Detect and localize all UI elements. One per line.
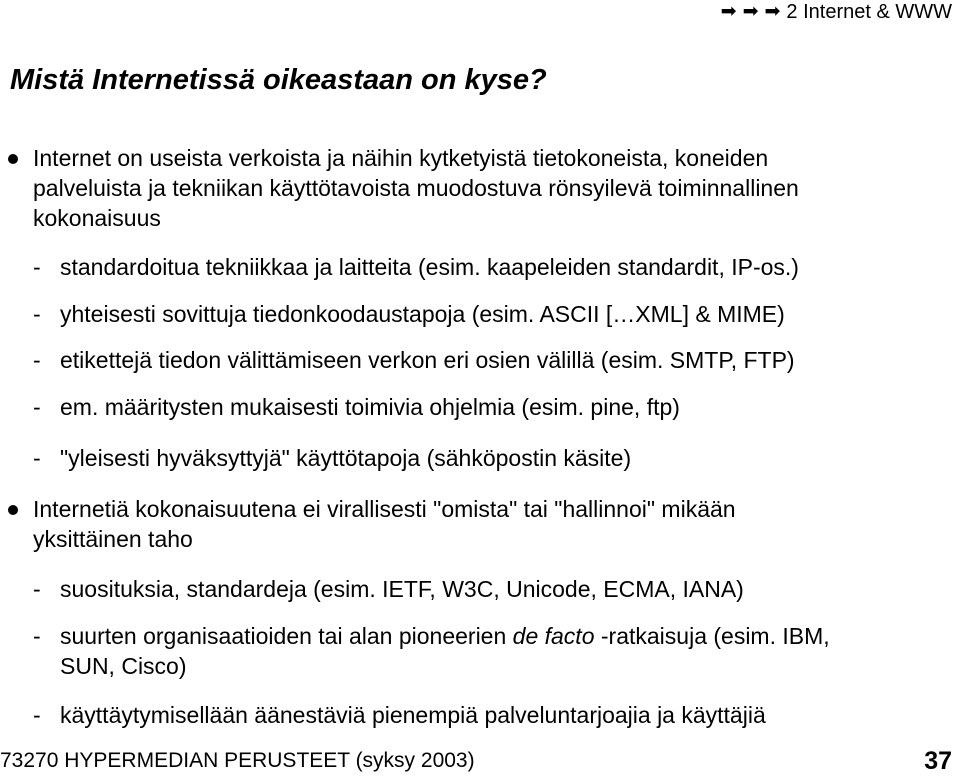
- right-arrow-icon: ➡: [720, 1, 737, 22]
- sub-item: standardoitua tekniikkaa ja laitteita (esim. kaapeleiden standardit, IP-os.): [60, 254, 799, 280]
- section-header: [721, 0, 952, 24]
- dash-marker: -: [33, 301, 41, 327]
- right-arrow-icon: ➡: [742, 1, 759, 22]
- bullet-icon: [8, 154, 18, 164]
- sub-item: etikettejä tiedon välittämiseen verkon eri osien välillä (esim. SMTP, FTP): [60, 347, 795, 373]
- bullet-1-line-2: palveluista ja tekniikan käyttötavoista muodostuva rönsyilevä toiminnallinen: [33, 175, 799, 201]
- footer-course: 73270 HYPERMEDIAN PERUSTEET (syksy 2003): [0, 749, 475, 772]
- dash-marker: -: [33, 445, 41, 471]
- dash-marker: -: [33, 702, 41, 728]
- bullet-icon: [8, 505, 18, 515]
- sub-item: suosituksia, standardeja (esim. IETF, W3C, Unicode, ECMA, IANA): [60, 576, 744, 602]
- dash-marker: -: [33, 394, 41, 420]
- section-label: 2 Internet & WWW: [786, 1, 952, 23]
- page-title: Mistä Internetissä oikeastaan on kyse?: [10, 64, 547, 96]
- sub-item-continuation: SUN, Cisco): [60, 653, 187, 679]
- sub-item: em. määritysten mukaisesti toimivia ohjelmia (esim. pine, ftp): [60, 394, 680, 420]
- dash-marker: -: [33, 623, 41, 649]
- sub-item-text: suurten organisaatioiden tai alan pioneerien: [60, 623, 513, 649]
- bullet-1-line-3: kokonaisuus: [33, 205, 161, 231]
- page-number: 37: [924, 747, 952, 775]
- sub-item: käyttäytymisellään äänestäviä pienempiä palveluntarjoajia ja käyttäjiä: [60, 702, 766, 728]
- dash-marker: -: [33, 576, 41, 602]
- dash-marker: -: [33, 254, 41, 280]
- bullet-2-line-2: yksittäinen taho: [33, 526, 193, 552]
- dash-marker: -: [33, 347, 41, 373]
- bullet-1-line-1: Internet on useista verkoista ja näihin kytketyistä tietokoneista, koneiden: [33, 145, 769, 171]
- sub-item-text: -ratkaisuja (esim. IBM,: [594, 623, 830, 649]
- right-arrow-icon: ➡: [764, 1, 781, 22]
- sub-item-de-facto: [60, 621, 830, 652]
- sub-item: "yleisesti hyväksyttyjä" käyttötapoja (sähköpostin käsite): [60, 445, 632, 471]
- bullet-2-line-1: Internetiä kokonaisuutena ei virallisesti "omista" tai "hallinnoi" mikään: [33, 496, 736, 522]
- italic-term: de facto: [512, 623, 595, 649]
- sub-item: yhteisesti sovittuja tiedonkoodaustapoja (esim. ASCII […XML] & MIME): [60, 301, 785, 327]
